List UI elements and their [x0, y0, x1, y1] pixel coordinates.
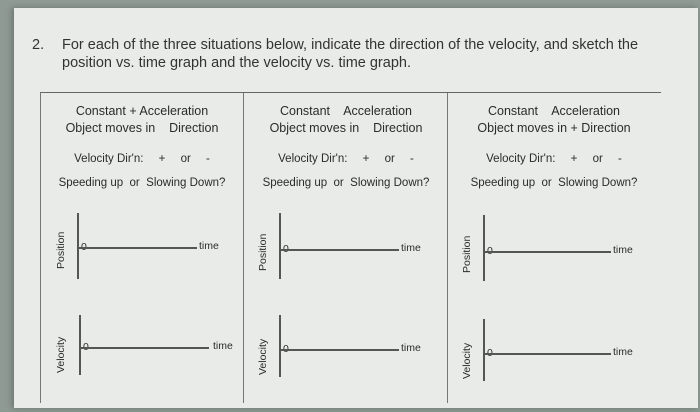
- velocity-y-axis: [279, 315, 281, 377]
- question-line-1: For each of the three situations below, indicate the direction of the velocity, and sketch the: [62, 37, 639, 53]
- velocity-time-axis: [483, 353, 611, 355]
- position-time-graph: [41, 203, 243, 283]
- velocity-time-axis: [279, 349, 399, 351]
- or-text: or: [384, 153, 395, 165]
- motion-label: Object moves in Direction: [269, 121, 423, 135]
- time-label: time: [613, 244, 633, 256]
- position-axis-label: Position: [461, 235, 473, 273]
- situation-header: [449, 103, 659, 137]
- minus-option: -: [410, 153, 414, 165]
- speed-question: Speeding up or Slowing Down?: [262, 177, 430, 189]
- situation-column-1: [41, 93, 244, 403]
- plus-option: +: [362, 153, 370, 165]
- situation-header: [41, 103, 243, 137]
- situation-column-3: [449, 93, 659, 403]
- question-line-2: position vs. time graph and the velocity vs. time graph.: [62, 55, 411, 71]
- time-label: time: [199, 240, 219, 252]
- plus-option: +: [158, 153, 166, 165]
- situations-table: [40, 92, 661, 403]
- position-time-axis: [483, 251, 611, 253]
- position-time-graph: [245, 203, 447, 283]
- acceleration-label: Constant Acceleration: [487, 104, 621, 118]
- question-number: 2.: [32, 37, 45, 53]
- velocity-time-axis: [79, 347, 209, 349]
- position-y-axis: [77, 213, 79, 279]
- situation-column-2: [245, 93, 448, 403]
- velocity-direction-line: [449, 153, 659, 165]
- position-time-axis: [77, 247, 197, 249]
- position-axis-label: Position: [55, 231, 67, 269]
- position-y-axis: [279, 213, 281, 279]
- velocity-direction-label: Velocity Dir'n:: [278, 153, 348, 165]
- position-time-axis: [279, 249, 399, 251]
- acceleration-label: Constant Acceleration: [279, 104, 413, 118]
- position-time-graph: [449, 203, 659, 283]
- position-axis-label: Position: [257, 233, 269, 271]
- time-label: time: [213, 340, 233, 352]
- situation-header: [245, 103, 447, 137]
- velocity-direction-line: [245, 153, 447, 165]
- velocity-axis-label: Velocity: [55, 336, 67, 373]
- velocity-time-graph: [245, 303, 447, 383]
- velocity-y-axis: [483, 319, 485, 381]
- velocity-time-graph: [41, 303, 243, 383]
- time-label: time: [613, 346, 633, 358]
- time-label: time: [401, 342, 421, 354]
- velocity-direction-label: Velocity Dir'n:: [74, 153, 144, 165]
- minus-option: -: [618, 153, 622, 165]
- speed-question: Speeding up or Slowing Down?: [470, 177, 638, 189]
- velocity-axis-label: Velocity: [461, 342, 473, 379]
- position-y-axis: [483, 215, 485, 281]
- motion-label: Object moves in Direction: [65, 121, 219, 135]
- velocity-axis-label: Velocity: [257, 338, 269, 375]
- speed-question: Speeding up or Slowing Down?: [58, 177, 226, 189]
- question-2: [32, 36, 682, 72]
- or-text: or: [180, 153, 191, 165]
- time-label: time: [401, 242, 421, 254]
- velocity-y-axis: [79, 315, 81, 375]
- minus-option: -: [206, 153, 210, 165]
- velocity-direction-line: [41, 153, 243, 165]
- velocity-time-graph: [449, 305, 659, 385]
- velocity-direction-label: Velocity Dir'n:: [486, 153, 556, 165]
- acceleration-label: Constant + Acceleration: [75, 104, 209, 118]
- or-text: or: [592, 153, 603, 165]
- plus-option: +: [570, 153, 578, 165]
- motion-label: Object moves in + Direction: [477, 121, 631, 135]
